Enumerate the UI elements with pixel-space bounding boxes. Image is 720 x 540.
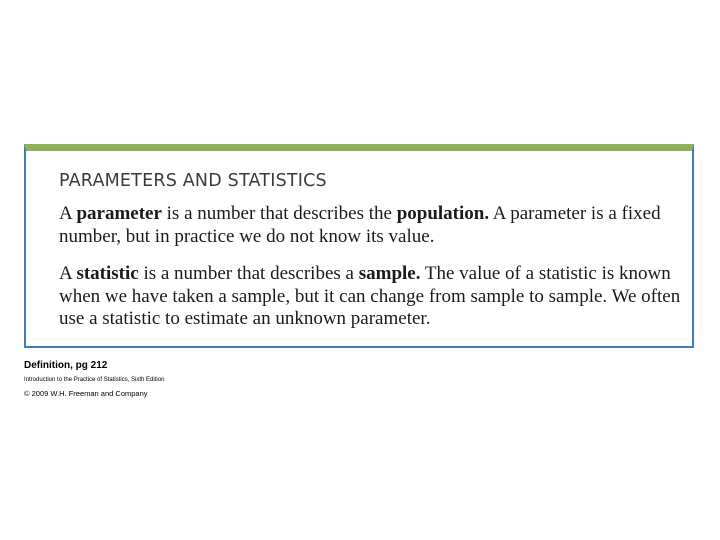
population-term: population. (396, 203, 490, 224)
book-title: Introduction to the Practice of Statistics, Sixth Edition (24, 377, 165, 383)
statistic-text-3: The value of a statistic is known when we have taken a sample, but it can change from sample to sample. We often use a statistic to estimate an unknown parameter. (59, 263, 681, 329)
parameter-text-1: A (59, 203, 77, 224)
parameter-text-2: is a number that describes the (161, 203, 397, 224)
statistic-text-1: A (59, 263, 77, 284)
box-title: PARAMETERS AND STATISTICS (59, 171, 327, 191)
statistic-definition (59, 263, 689, 331)
sample-term: sample. (358, 263, 421, 284)
statistic-term: statistic (76, 263, 139, 284)
parameter-text-3: A parameter is a fixed number, but in practice we do not know its value. (59, 203, 661, 247)
definition-caption: Definition, pg 212 (24, 360, 108, 371)
copyright-notice: © 2009 W.H. Freeman and Company (24, 389, 148, 398)
statistic-text-2: is a number that describes a (138, 263, 359, 284)
parameter-term: parameter (76, 203, 162, 224)
definition-box (24, 144, 694, 348)
parameter-definition (59, 203, 689, 248)
